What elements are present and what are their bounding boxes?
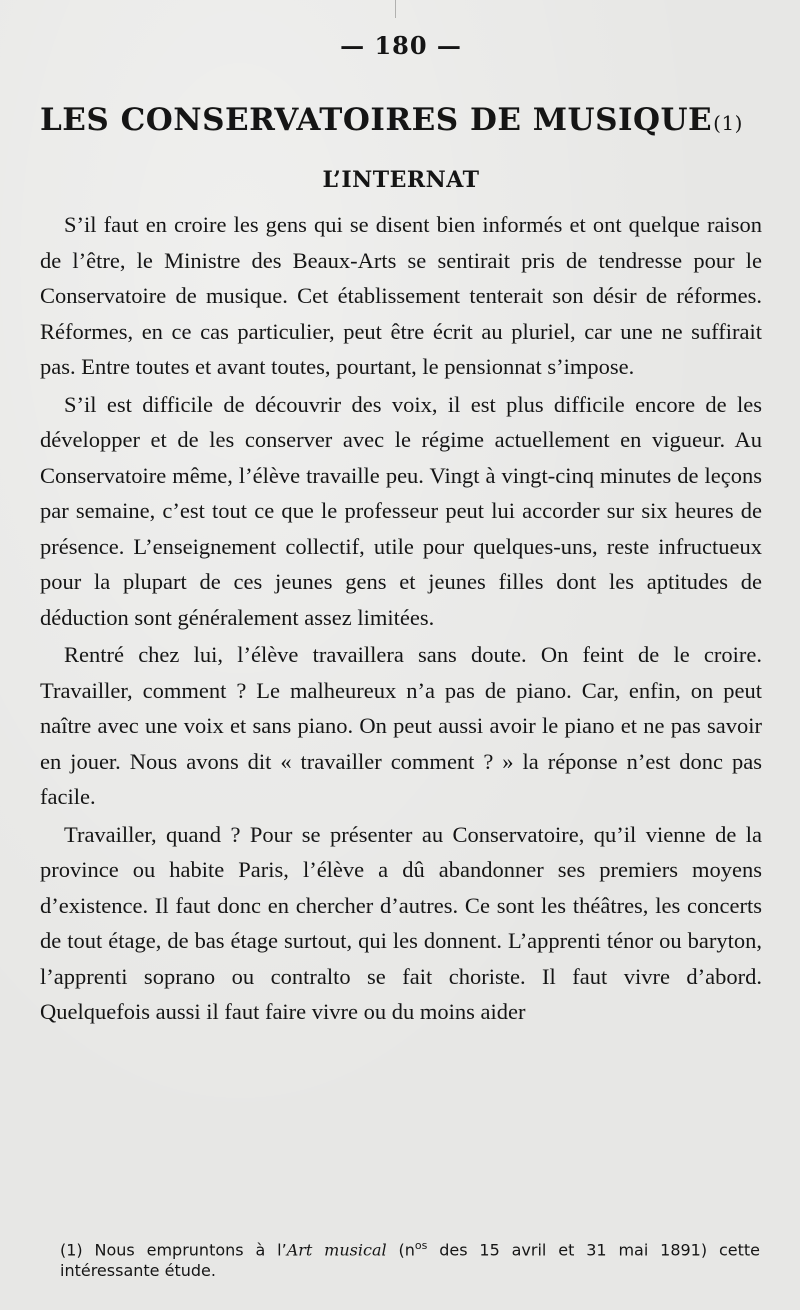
page-title <box>40 100 762 143</box>
paragraph-3: Rentré chez lui, l’élève travaillera sans doute. On feint de le croire. Travailler, comment ? Le malheureux n’a pas de piano. Car, enfin, on peut naître avec une voix et sans piano. On peut aussi avoir le piano et ne pas savoir en jouer. Nous avons dit « travailler comment ? » la réponse n’est donc pas facile. <box>40 642 762 809</box>
footnote <box>60 1235 760 1281</box>
section-subtitle: L’INTERNAT <box>322 167 480 193</box>
footnote-nos-superscript: os <box>414 1239 428 1252</box>
paragraph-4: Travailler, quand ? Pour se présenter au Conservatoire, qu’il vienne de la province ou habite Paris, l’élève a dû abandonner ses premiers moyens d’existence. Il faut donc en chercher d’autres. Ce sont les théâtres, les concerts de tout étage, de bas étage surtout, qui les donnent. L’apprenti ténor ou baryton, l’apprenti soprano ou contralto se fait choriste. Il faut vivre d’abord. Quelquefois aussi il faut faire vivre ou du moins aider <box>40 821 762 1024</box>
footnote-rest: des 15 avril et 31 mai 1891) cette intéressante étude. <box>60 1240 760 1281</box>
title-footnote-ref: (1) <box>713 111 743 135</box>
scan-mark <box>395 0 396 18</box>
paragraph-2: S’il est difficile de découvrir des voix, il est plus difficile encore de les développer et de les conserver avec le régime actuellement en vigueur. Au Conservatoire même, l’élève travaille peu. Vingt à vingt-cinq minutes de leçons par semaine, c’est tout ce que le professeur peut lui accorder sur six heures de présence. L’enseignement collectif, utile pour quelques-uns, reste infructueux pour la plupart de ces jeunes gens et jeunes filles dont les aptitudes de déduction sont généralement assez limitées. <box>40 391 762 630</box>
paragraph-1: S’il faut en croire les gens qui se disent bien informés et ont quelque raison de l’être, le Ministre des Beaux-Arts se sentirait pris de tendresse pour le Conservatoire de musique. Cet établissement tenterait son désir de réformes. Réformes, en ce cas particulier, peut être écrit au pluriel, car une ne suffirait pas. Entre toutes et avant toutes, pourtant, le pensionnat s’impose. <box>40 212 762 379</box>
page-number: — 180 — <box>340 31 462 60</box>
footnote-open-paren: (n <box>386 1240 415 1260</box>
footnote-marker: (1) Nous empruntons à l’ <box>60 1240 287 1260</box>
footnote-work-title: Art musical <box>286 1240 387 1260</box>
body-text <box>40 207 762 1030</box>
page-title-text: LES CONSERVATOIRES DE MUSIQUE <box>40 102 713 138</box>
